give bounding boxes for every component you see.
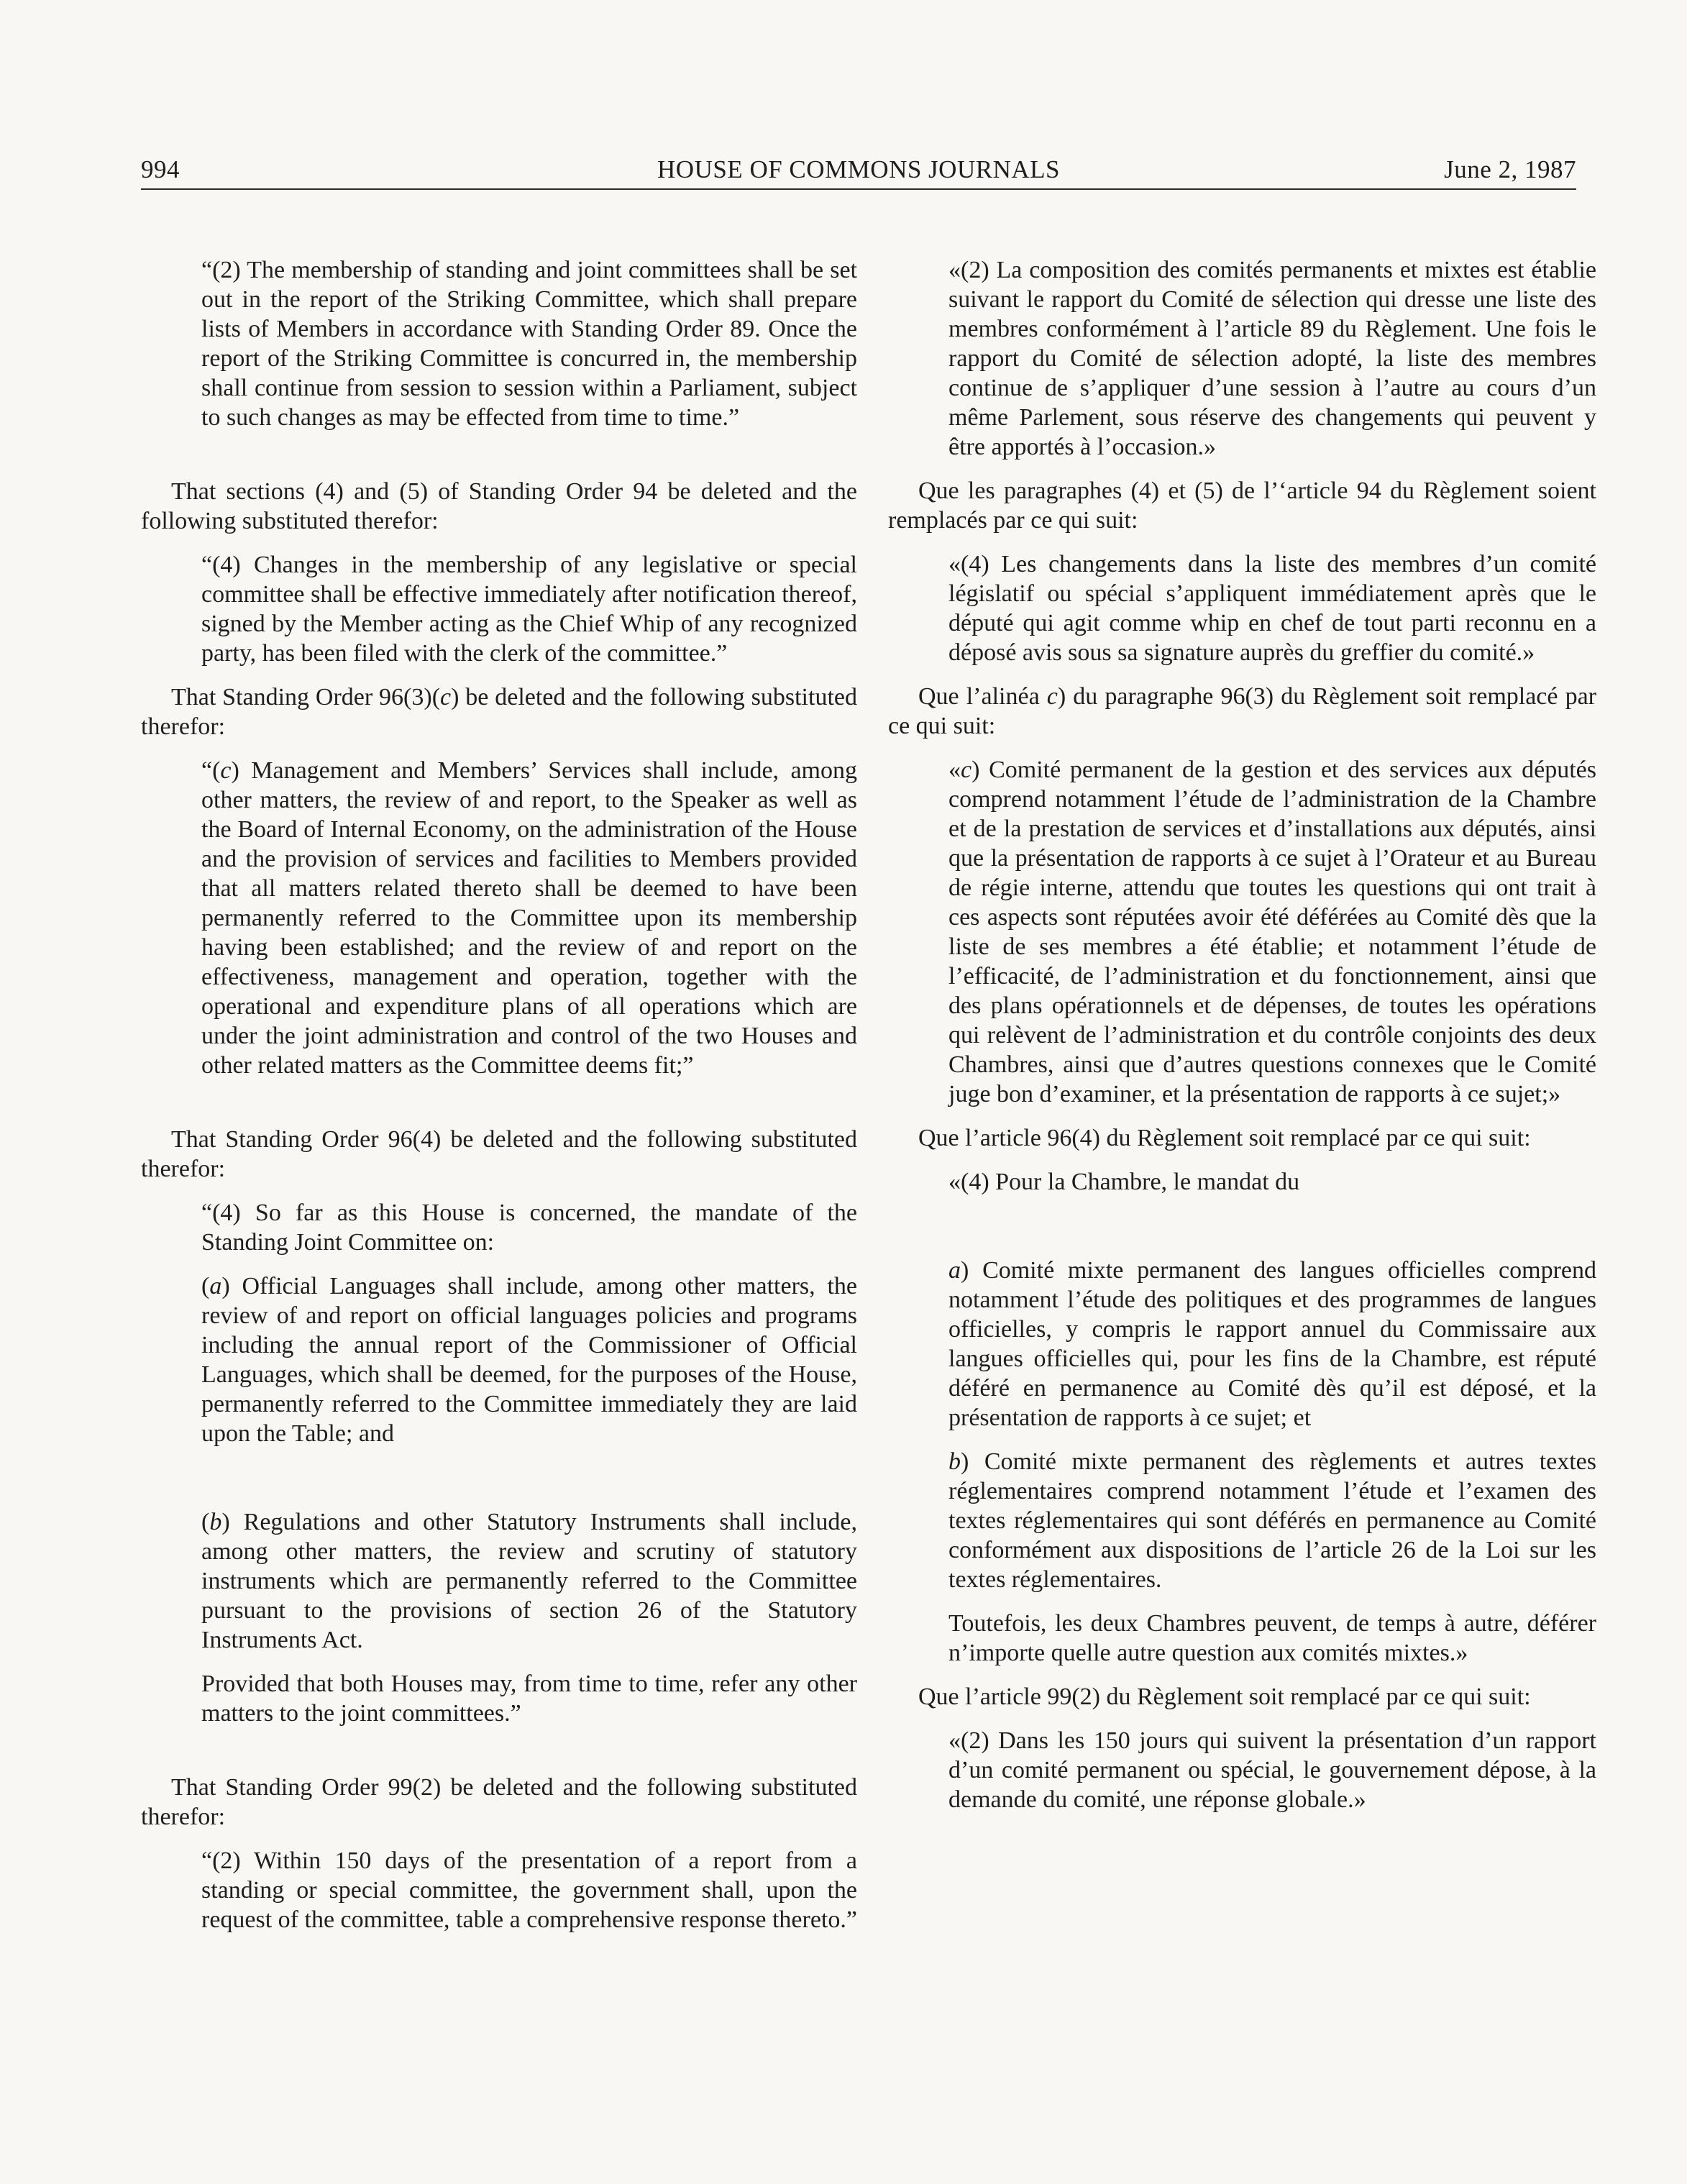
en-quote-mandate: “(4) So far as this House is concerned, the mandate of the Standing Joint Committee on: [201, 1200, 857, 1256]
en-quote-management: “(c) Management and Members’ Services shall include, among other matters, the review of and report, to the Speaker as well as the Board of Internal Economy, on the administration of the House and the provision of services and facilities to Members provided that all matters related thereto shall be deemed to have been permanently referred to the Committee upon its membership having been established; and the review of and report on the effectiveness, management and operation, together with the operational and expenditure plans of all operations which are under the joint administration and control of the two Houses and other related matters as the Committee deems fit;” [201, 757, 857, 1079]
fr-quote-membership: «(2) La composition des comités permanents et mixtes est établie suivant le rapport du Comité de sélection qui dresse une liste des membres conformément à l’article 89 du Règlement. Une fois le rapport du Comité de sélection adopté, la liste des membres continue de s’appliquer d’une session à l’autre au cours d’un même Parlement, sous réserve des changements qui peuvent y être apportés à l’occasion.» [948, 257, 1596, 460]
journal-date: June 2, 1987 [1444, 155, 1576, 183]
page-number: 994 [141, 155, 180, 183]
en-quote-response: “(2) Within 150 days of the presentation of a report from a standing or special committee, the government shall, upon the request of the committee, table a comprehensive response thereto.” [201, 1847, 857, 1933]
journal-title: HOUSE OF COMMONS JOURNALS [657, 155, 1060, 183]
english-column [141, 255, 857, 1934]
fr-quote-proviso: Toutefois, les deux Chambres peuvent, de temps à autre, déférer n’importe quelle autre question aux comités mixtes.» [948, 1610, 1596, 1666]
fr-quote-management: «c) Comité permanent de la gestion et des services aux députés comprend notamment l’étude de l’administration de la Chambre et de la prestation de services et d’installations aux députés, ainsi que la présentation de rapports à ce sujet à l’Orateur et au Bureau de régie interne, attendu que toutes les questions qui ont trait à ces aspects sont réputées avoir été déférées au Comité dès que la liste de ses membres a été établie; et notamment l’étude de l’efficacité, de l’administration et du fonctionnement, ainsi que des plans opérationnels et de dépenses, de toutes les opérations qui relèvent de l’administration et du contrôle conjoints des deux Chambres, ainsi que d’autres questions connexes que le Comité juge bon d’examiner, et la présentation de rapports à ce sujet;» [948, 757, 1596, 1107]
fr-motion-so96-3c: Que l’alinéa c) du paragraphe 96(3) du Règlement soit remplacé par ce qui suit: [888, 683, 1596, 739]
en-quote-membership: “(2) The membership of standing and joint committees shall be set out in the report of the Striking Committee, which shall prepare lists of Members in accordance with Standing Order 89. Once the report of the Striking Committee is concurred in, the membership shall continue from session to session within a Parliament, subject to such changes as may be effected from time to time.” [201, 257, 857, 431]
en-motion-so94: That sections (4) and (5) of Standing Order 94 be deleted and the following substituted therefor: [141, 478, 857, 534]
french-column [888, 255, 1596, 1814]
fr-quote-mandate: «(4) Pour la Chambre, le mandat du [948, 1169, 1300, 1195]
en-motion-so96-4: That Standing Order 96(4) be deleted and the following substituted therefor: [141, 1126, 857, 1182]
fr-motion-so96-4: Que l’article 96(4) du Règlement soit remplacé par ce qui suit: [918, 1125, 1531, 1151]
page-header [141, 154, 1576, 190]
fr-quote-regulations: b) Comité mixte permanent des règlements et autres textes réglementaires comprend notamment l’étude et l’examen des textes réglementaires qui sont déférés en permanence au Comité conformément aux dispositions de l’article 26 de la Loi sur les textes réglementaires. [948, 1448, 1596, 1593]
en-quote-official-languages: (a) Official Languages shall include, among other matters, the review of and report on official languages policies and programs including the annual report of the Commissioner of Official Languages, which shall be deemed, for the purposes of the House, permanently referred to the Committee immediately they are laid upon the Table; and [201, 1273, 857, 1447]
en-motion-so96-3c: That Standing Order 96(3)(c) be deleted and the following substituted therefor: [141, 684, 857, 740]
en-quote-proviso: Provided that both Houses may, from time to time, refer any other matters to the joint committees.” [201, 1671, 857, 1727]
en-motion-so99-2: That Standing Order 99(2) be deleted and the following substituted therefor: [141, 1774, 857, 1830]
en-quote-regulations: (b) Regulations and other Statutory Instruments shall include, among other matters, the review and scrutiny of statutory instruments which are permanently referred to the Committee pursuant to the provisions of section 26 of the Statutory Instruments Act. [201, 1509, 857, 1653]
fr-quote-official-languages: a) Comité mixte permanent des langues officielles comprend notamment l’étude des politiques et des programmes de langues officielles, y compris le rapport annuel du Commissaire aux langues officielles qui, pour les fins de la Chambre, est réputé déféré en permanence au Comité dès qu’il est déposé, et la présentation de rapports à ce sujet; et [948, 1257, 1596, 1431]
fr-quote-changes: «(4) Les changements dans la liste des membres d’un comité législatif ou spécial s’appliquent immédiatement après que le député qui agit comme whip en chef de tout parti reconnu en a déposé avis sous sa signature auprès du greffier du comité.» [948, 551, 1596, 666]
fr-quote-response: «(2) Dans les 150 jours qui suivent la présentation d’un rapport d’un comité permanent ou spécial, le gouvernement dépose, à la demande du comité, une réponse globale.» [948, 1727, 1596, 1813]
en-quote-changes: “(4) Changes in the membership of any legislative or special committee shall be effective immediately after notification thereof, signed by the Member acting as the Chief Whip of any recognized party, has been filed with the clerk of the committee.” [201, 552, 857, 667]
fr-motion-so94: Que les paragraphes (4) et (5) de l’‘article 94 du Règlement soient remplacés par ce qui suit: [888, 478, 1596, 534]
fr-motion-so99-2: Que l’article 99(2) du Règlement soit remplacé par ce qui suit: [918, 1683, 1531, 1710]
